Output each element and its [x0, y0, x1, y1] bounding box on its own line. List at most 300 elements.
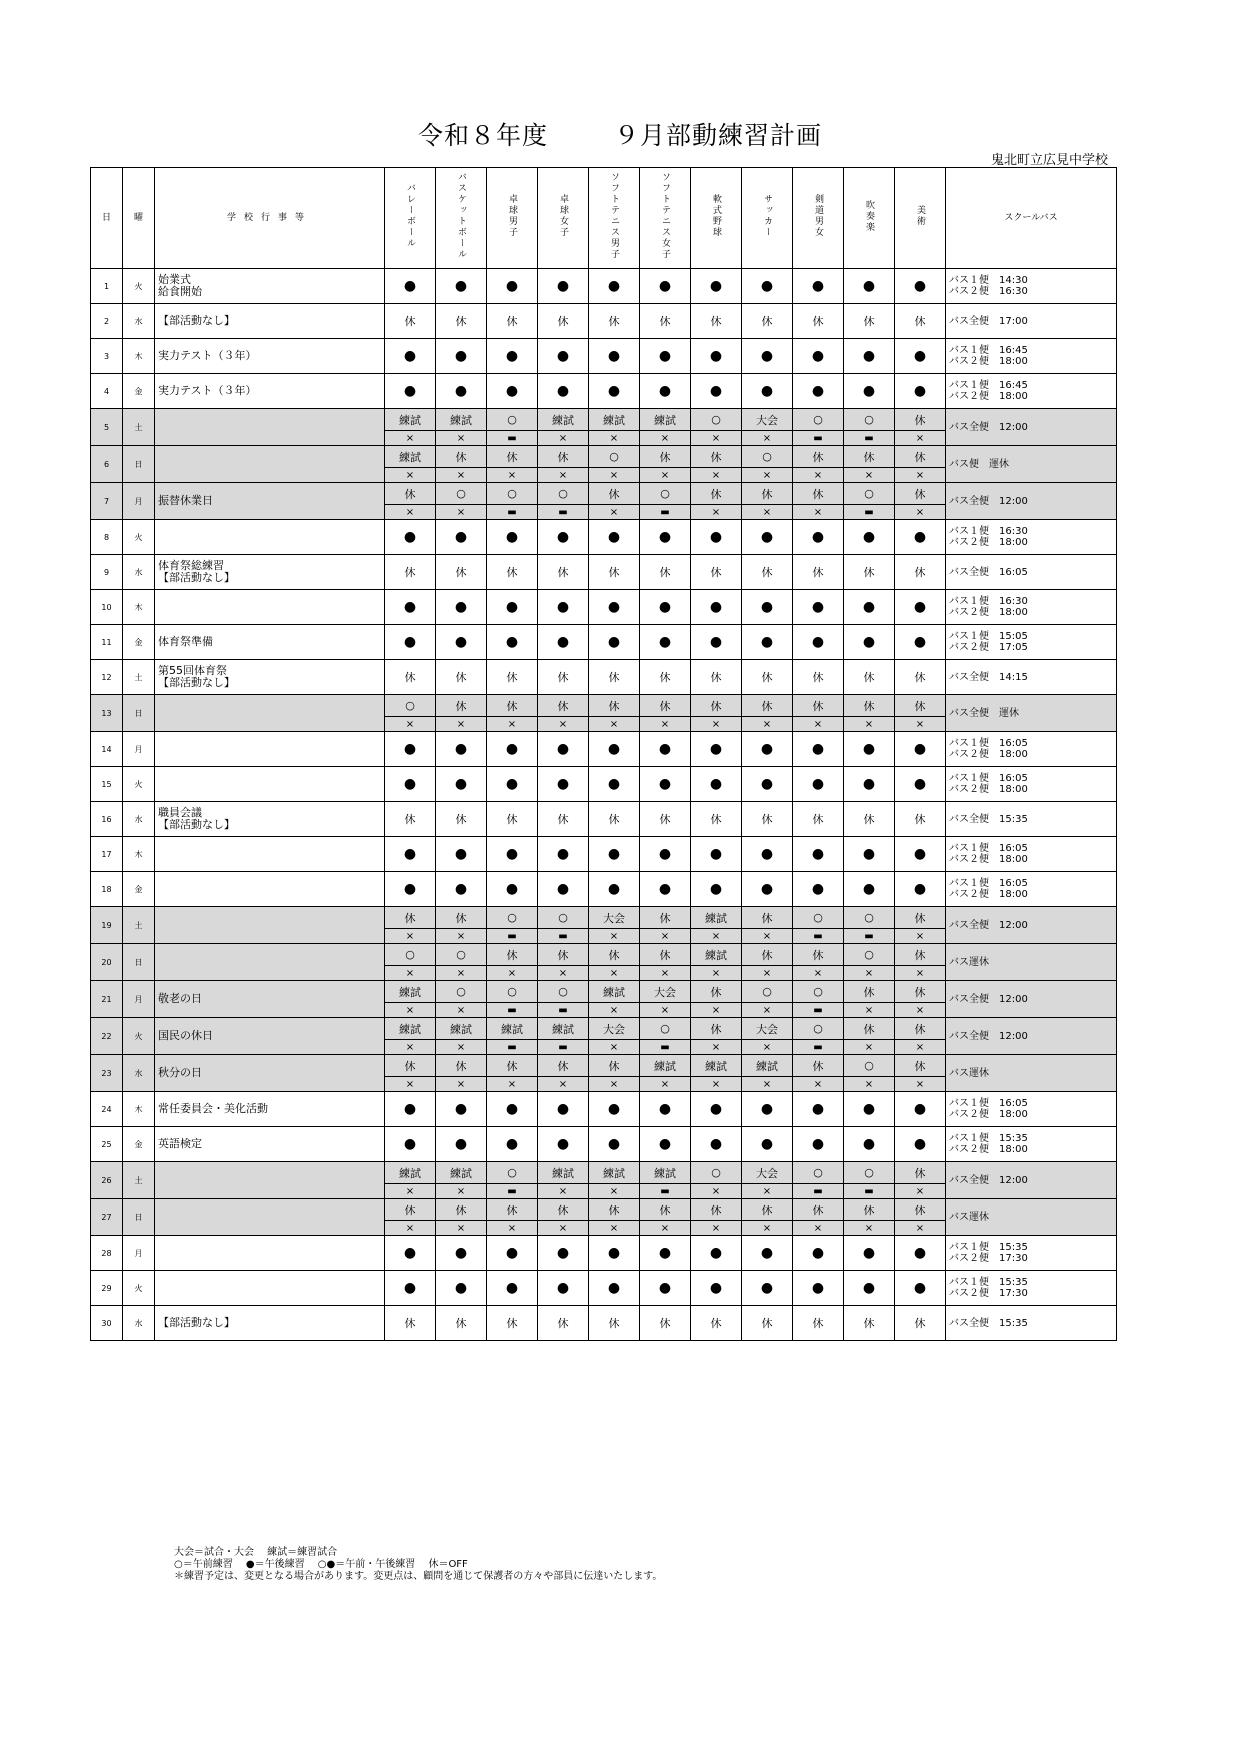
practice-cell-sub [691, 431, 742, 446]
practice-cell-sub-text: × [609, 1222, 619, 1234]
practice-cell [589, 339, 640, 374]
practice-cell [487, 304, 538, 339]
practice-cell-text: ● [760, 1245, 774, 1261]
school-event-text: 【部活動なし】 [158, 1316, 235, 1329]
practice-cell-text: ● [658, 348, 672, 364]
practice-cell [742, 907, 793, 929]
practice-cell [844, 304, 895, 339]
day-of-week-text: 木 [134, 602, 143, 612]
day-row [91, 520, 1117, 555]
day-row [91, 907, 1117, 929]
bus-schedule [946, 1162, 1117, 1199]
practice-cell-sub-text: ▬ [558, 1004, 568, 1016]
practice-cell [793, 625, 844, 660]
bus-schedule-text: バス全便 16:05 [949, 566, 1028, 578]
day-number-text: 28 [101, 1248, 112, 1258]
day-of-week [123, 695, 155, 732]
practice-cell-text: ● [505, 348, 519, 364]
day-number [91, 1306, 123, 1341]
practice-cell-text: ● [556, 1280, 570, 1296]
practice-cell-text: 休 [761, 566, 773, 579]
practice-cell [742, 1162, 793, 1184]
practice-cell-sub [640, 1077, 691, 1092]
practice-cell-text: 休 [863, 1317, 875, 1330]
practice-cell [538, 944, 589, 966]
practice-cell-sub [538, 1077, 589, 1092]
practice-cell-text: ● [709, 881, 723, 897]
school-event [155, 732, 385, 767]
practice-cell-sub-text: × [711, 506, 721, 518]
school-event [155, 1199, 385, 1236]
practice-cell-text: 休 [506, 1059, 518, 1073]
practice-cell-sub [436, 1003, 487, 1018]
practice-cell [385, 695, 436, 717]
practice-cell [640, 1127, 691, 1162]
day-of-week [123, 1092, 155, 1127]
practice-cell [691, 802, 742, 837]
practice-cell-sub-text: × [864, 469, 874, 481]
bus-schedule [946, 872, 1117, 907]
practice-cell [589, 1127, 640, 1162]
practice-cell [436, 695, 487, 717]
practice-cell [538, 590, 589, 625]
practice-cell-text: ● [658, 881, 672, 897]
practice-cell [385, 1092, 436, 1127]
practice-cell [487, 269, 538, 304]
practice-cell-text: 休 [812, 813, 824, 826]
practice-cell-text: ● [403, 348, 417, 364]
practice-cell [487, 1271, 538, 1306]
day-of-week-text: 金 [134, 386, 143, 396]
practice-cell-text: ● [811, 1280, 825, 1296]
practice-cell [895, 520, 946, 555]
bus-schedule [946, 981, 1117, 1018]
day-number-text: 3 [103, 351, 110, 361]
school-name: 鬼北町立広見中学校 [990, 153, 1108, 168]
practice-cell [793, 1092, 844, 1127]
practice-cell-sub [487, 1003, 538, 1018]
practice-cell-sub-text: × [711, 718, 721, 730]
practice-cell [895, 907, 946, 929]
bus-schedule [946, 1127, 1117, 1162]
practice-cell-sub [691, 1077, 742, 1092]
practice-cell [844, 339, 895, 374]
practice-cell [589, 802, 640, 837]
practice-cell [589, 944, 640, 966]
practice-cell [895, 374, 946, 409]
day-of-week-text: 月 [134, 496, 143, 506]
practice-cell-sub-text: ▬ [813, 1185, 823, 1197]
practice-cell [385, 767, 436, 802]
practice-cell-sub [844, 1040, 895, 1055]
practice-cell [385, 981, 436, 1003]
day-number-text: 29 [101, 1283, 112, 1293]
practice-cell-sub-text: × [711, 967, 721, 979]
bus-schedule [946, 555, 1117, 590]
practice-cell-text: 休 [506, 450, 518, 464]
practice-cell-text: ● [607, 881, 621, 897]
practice-cell-text: 休 [608, 671, 620, 684]
practice-cell-text: 休 [914, 315, 926, 328]
practice-cell [742, 339, 793, 374]
school-event-text: 常任委員会・美化活動 [158, 1102, 268, 1115]
practice-cell [742, 446, 793, 468]
day-of-week [123, 1127, 155, 1162]
practice-cell [793, 374, 844, 409]
practice-cell-sub [691, 1003, 742, 1018]
practice-cell-text: ● [709, 776, 723, 792]
day-row [91, 660, 1117, 695]
practice-cell [895, 1306, 946, 1341]
practice-cell-sub [385, 1040, 436, 1055]
practice-cell-sub [895, 929, 946, 944]
school-event [155, 520, 385, 555]
practice-cell-sub-text: × [609, 718, 619, 730]
day-number [91, 1092, 123, 1127]
practice-cell-sub-text: × [762, 718, 772, 730]
school-event-text: 【部活動なし】 [158, 314, 235, 327]
practice-cell [385, 555, 436, 590]
practice-cell-sub-text: × [558, 1078, 568, 1090]
practice-cell-text: ● [709, 1136, 723, 1152]
practice-cell [436, 907, 487, 929]
practice-cell-text: ● [709, 278, 723, 294]
practice-cell [538, 520, 589, 555]
practice-cell [589, 907, 640, 929]
practice-cell [385, 944, 436, 966]
practice-cell-text: ○ [762, 985, 772, 998]
practice-cell-sub-text: × [405, 506, 415, 518]
day-of-week [123, 1018, 155, 1055]
practice-cell [742, 483, 793, 505]
practice-cell-sub [538, 717, 589, 732]
practice-cell-text: 休 [659, 911, 671, 925]
practice-cell-text: ● [658, 741, 672, 757]
practice-cell-sub-text: × [456, 930, 466, 942]
practice-cell [895, 1055, 946, 1077]
practice-cell-sub-text: × [762, 1078, 772, 1090]
practice-cell-sub [895, 1221, 946, 1236]
practice-cell-sub [895, 505, 946, 520]
bus-schedule [946, 907, 1117, 944]
practice-cell-sub-text: × [558, 967, 568, 979]
bus-schedule [946, 767, 1117, 802]
practice-cell-sub [436, 431, 487, 446]
practice-cell-text: ● [658, 776, 672, 792]
day-of-week-text: 日 [134, 957, 143, 967]
practice-cell-sub-text: × [405, 1078, 415, 1090]
practice-cell-text: ● [862, 1101, 876, 1117]
practice-cell-text: 休 [659, 671, 671, 684]
practice-cell-text: ● [811, 529, 825, 545]
day-of-week [123, 1199, 155, 1236]
practice-cell [538, 837, 589, 872]
practice-cell [793, 1018, 844, 1040]
practice-cell-sub [385, 1184, 436, 1199]
practice-cell-sub [844, 505, 895, 520]
practice-cell-text: ● [811, 846, 825, 862]
practice-cell [844, 374, 895, 409]
day-number [91, 837, 123, 872]
practice-cell [589, 1092, 640, 1127]
practice-cell-text: ● [658, 599, 672, 615]
practice-cell [589, 483, 640, 505]
practice-cell-text: 休 [914, 566, 926, 579]
practice-cell-text: ● [505, 1245, 519, 1261]
practice-cell-sub-text: × [915, 1078, 925, 1090]
day-of-week-text: 月 [134, 994, 143, 1004]
practice-cell-text: 休 [557, 315, 569, 328]
practice-cell [436, 872, 487, 907]
day-of-week [123, 767, 155, 802]
practice-cell-text: ● [862, 529, 876, 545]
practice-cell-sub [691, 505, 742, 520]
practice-cell-text: 休 [659, 1203, 671, 1217]
practice-cell-text: ● [505, 1136, 519, 1152]
practice-cell [436, 1055, 487, 1077]
practice-cell-text: ● [913, 846, 927, 862]
practice-cell-text: 練試 [603, 985, 625, 999]
practice-cell [640, 837, 691, 872]
practice-cell-text: ○ [864, 413, 874, 426]
practice-cell-text: ● [505, 599, 519, 615]
day-of-week [123, 837, 155, 872]
practice-cell-text: 休 [710, 699, 722, 713]
practice-cell-text: ● [862, 634, 876, 650]
practice-cell-sub [691, 1221, 742, 1236]
practice-cell-sub [742, 1221, 793, 1236]
practice-cell-text: ● [709, 741, 723, 757]
practice-cell [895, 872, 946, 907]
practice-cell [895, 269, 946, 304]
day-number-text: 10 [101, 602, 112, 612]
practice-cell-text: 休 [455, 315, 467, 328]
practice-cell-text: ● [862, 846, 876, 862]
practice-cell [487, 695, 538, 717]
practice-cell-sub [538, 431, 589, 446]
practice-cell-sub-text: × [660, 432, 670, 444]
practice-cell [691, 1271, 742, 1306]
practice-cell [640, 767, 691, 802]
practice-cell-sub-text: × [915, 967, 925, 979]
practice-cell-text: ● [913, 634, 927, 650]
practice-cell [895, 339, 946, 374]
practice-cell [844, 1127, 895, 1162]
practice-cell-text: ○ [609, 450, 619, 463]
practice-cell-sub [640, 1003, 691, 1018]
practice-cell [640, 1092, 691, 1127]
day-number-text: 13 [101, 708, 112, 718]
day-number [91, 732, 123, 767]
practice-cell [640, 1018, 691, 1040]
practice-cell-text: ● [811, 741, 825, 757]
day-of-week [123, 732, 155, 767]
practice-cell-text: 休 [659, 450, 671, 464]
practice-cell-text: 休 [557, 566, 569, 579]
practice-cell-text: ● [607, 383, 621, 399]
practice-cell-text: 休 [812, 1059, 824, 1073]
bus-schedule-text: バス１便 14:30 バス２便 16:30 [949, 275, 1028, 297]
practice-cell [793, 732, 844, 767]
practice-cell-text: 休 [506, 948, 518, 962]
practice-cell-sub-text: × [711, 1185, 721, 1197]
practice-cell-sub [742, 929, 793, 944]
bus-schedule [946, 1199, 1117, 1236]
practice-cell [538, 907, 589, 929]
bus-schedule-text: バス全便 12:00 [949, 495, 1028, 507]
practice-cell-sub [793, 929, 844, 944]
practice-cell-sub [742, 717, 793, 732]
practice-cell-text: ○ [660, 1022, 670, 1035]
practice-cell-text: ● [811, 1245, 825, 1261]
practice-cell-sub [589, 468, 640, 483]
day-number [91, 660, 123, 695]
practice-cell [793, 1055, 844, 1077]
practice-cell-text: ○ [507, 413, 517, 426]
practice-cell-sub [844, 717, 895, 732]
practice-cell-text: ● [760, 741, 774, 757]
legend-line: 大会＝試合・大会 練試＝練習試合 [174, 1547, 338, 1558]
practice-cell [895, 1018, 946, 1040]
bus-schedule [946, 1018, 1117, 1055]
day-of-week-text: 金 [134, 1139, 143, 1149]
practice-cell-sub [589, 1221, 640, 1236]
practice-cell-text: 休 [506, 566, 518, 579]
practice-cell [844, 837, 895, 872]
practice-cell-text: 休 [914, 487, 926, 501]
practice-cell [436, 1271, 487, 1306]
practice-cell-text: 休 [506, 1203, 518, 1217]
practice-cell-text: ● [607, 741, 621, 757]
practice-cell-text: 休 [506, 671, 518, 684]
day-row [91, 732, 1117, 767]
practice-cell [691, 1306, 742, 1341]
practice-cell [589, 1055, 640, 1077]
day-row [91, 409, 1117, 431]
day-of-week [123, 1236, 155, 1271]
day-number [91, 555, 123, 590]
practice-cell-text: 休 [404, 671, 416, 684]
practice-cell [895, 625, 946, 660]
practice-cell [742, 944, 793, 966]
practice-cell-text: ● [454, 776, 468, 792]
bus-schedule [946, 1092, 1117, 1127]
day-of-week [123, 1306, 155, 1341]
school-event [155, 1092, 385, 1127]
practice-cell [538, 872, 589, 907]
practice-cell-sub-text: × [456, 469, 466, 481]
practice-cell [640, 1055, 691, 1077]
header-day: 日 [91, 168, 123, 269]
practice-cell [742, 732, 793, 767]
practice-cell-text: ● [709, 1245, 723, 1261]
practice-cell-text: 練試 [399, 985, 421, 999]
practice-cell [436, 1199, 487, 1221]
practice-cell-text: 休 [659, 315, 671, 328]
day-of-week [123, 269, 155, 304]
practice-cell-text: 休 [455, 1059, 467, 1073]
practice-cell-text: 休 [863, 699, 875, 713]
practice-cell-text: ○ [813, 1166, 823, 1179]
practice-cell [844, 409, 895, 431]
practice-cell [895, 802, 946, 837]
practice-cell [589, 1271, 640, 1306]
practice-cell-sub-text: × [864, 1041, 874, 1053]
practice-cell-sub [487, 717, 538, 732]
day-number [91, 590, 123, 625]
practice-cell-text: ● [709, 348, 723, 364]
practice-cell-sub-text: × [813, 506, 823, 518]
practice-cell [742, 660, 793, 695]
practice-cell [844, 732, 895, 767]
practice-cell-text: 休 [455, 671, 467, 684]
practice-cell-sub [538, 468, 589, 483]
practice-cell [385, 483, 436, 505]
title-plan: ９月部動練習計画 [614, 121, 823, 150]
bus-schedule [946, 409, 1117, 446]
practice-cell-sub-text: × [711, 1041, 721, 1053]
practice-cell-text: 休 [557, 450, 569, 464]
practice-cell-text: ● [811, 348, 825, 364]
bus-schedule [946, 837, 1117, 872]
school-event [155, 660, 385, 695]
practice-cell-text: 休 [812, 566, 824, 579]
practice-cell-text: 休 [506, 1317, 518, 1330]
practice-cell-text: 休 [812, 1203, 824, 1217]
practice-cell-text: 休 [455, 699, 467, 713]
practice-cell [844, 872, 895, 907]
practice-cell-text: ● [607, 776, 621, 792]
practice-cell [691, 981, 742, 1003]
practice-cell [589, 269, 640, 304]
practice-cell-text: ● [403, 278, 417, 294]
practice-cell-text: 休 [455, 450, 467, 464]
day-row [91, 1018, 1117, 1040]
practice-cell-sub-text: ▬ [864, 432, 874, 444]
practice-cell [385, 269, 436, 304]
day-number-text: 23 [101, 1068, 112, 1078]
school-event [155, 625, 385, 660]
practice-cell [538, 625, 589, 660]
practice-cell-sub-text: × [558, 718, 568, 730]
practice-cell-text: ● [709, 846, 723, 862]
practice-cell-sub [436, 1040, 487, 1055]
practice-cell-text: ● [760, 846, 774, 862]
day-of-week [123, 590, 155, 625]
practice-cell [487, 446, 538, 468]
header-club [691, 168, 742, 269]
practice-cell-text: ● [556, 1101, 570, 1117]
practice-cell-sub [487, 505, 538, 520]
practice-cell-text: 休 [608, 1203, 620, 1217]
practice-cell-text: ● [709, 1101, 723, 1117]
practice-cell [640, 269, 691, 304]
practice-cell-sub-text: × [405, 469, 415, 481]
practice-cell-sub-text: × [711, 1222, 721, 1234]
practice-cell-sub [487, 1184, 538, 1199]
practice-cell-sub [385, 929, 436, 944]
practice-cell-text: 練試 [450, 1166, 472, 1180]
practice-cell [691, 304, 742, 339]
day-number [91, 907, 123, 944]
practice-cell [844, 767, 895, 802]
practice-cell-text: ● [862, 1136, 876, 1152]
practice-cell-text: ● [454, 1136, 468, 1152]
school-event-text: 実力テスト（３年） [158, 384, 257, 397]
day-number-text: 1 [103, 281, 110, 291]
practice-cell-text: 休 [659, 1317, 671, 1330]
practice-cell-sub [895, 1040, 946, 1055]
